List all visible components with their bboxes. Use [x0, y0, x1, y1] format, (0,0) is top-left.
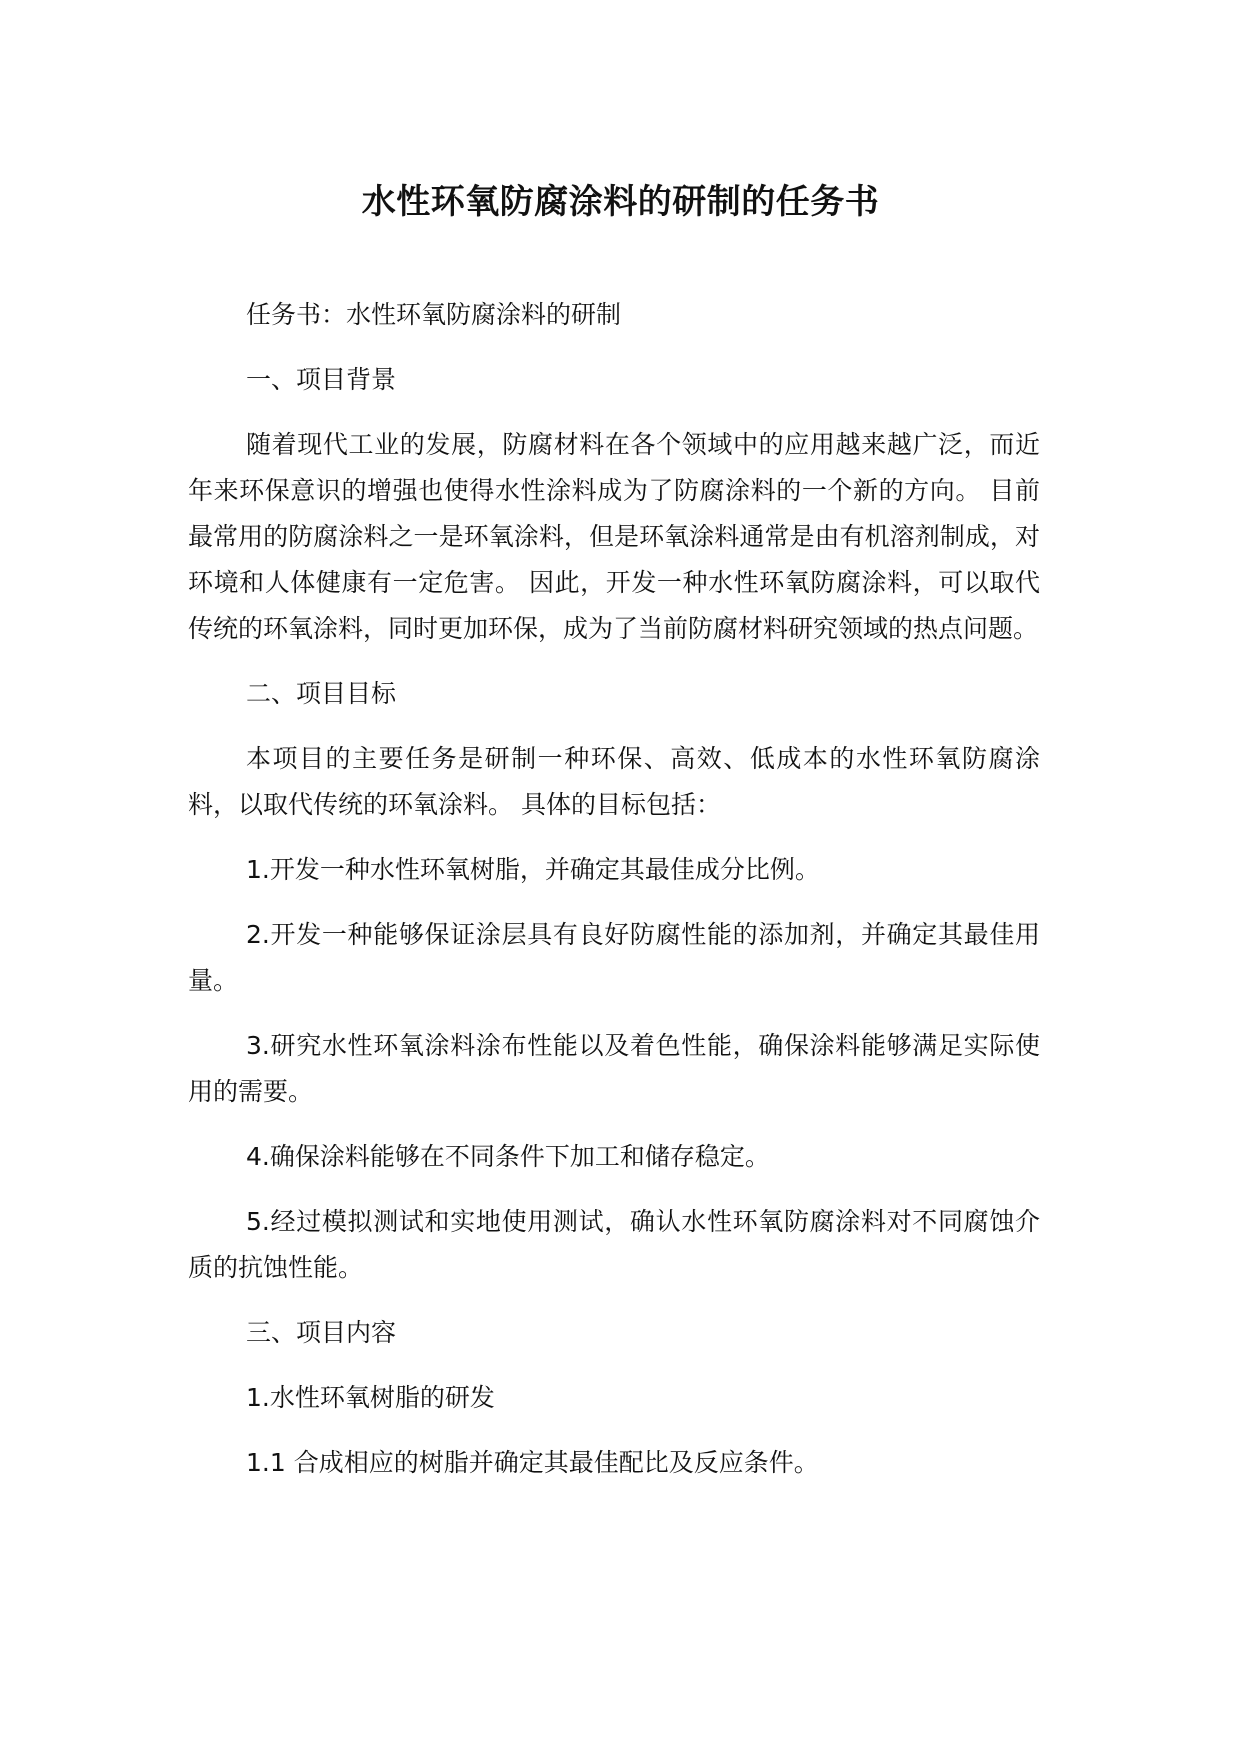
content-item-1: 1.水性环氧树脂的研发: [246, 1383, 495, 1412]
background-paragraph: 随着现代工业的发展，防腐材料在各个领域中的应用越来越广泛，而近年来环保意识的增强也使得水性涂料成为了防腐涂料的一个新的方向。 目前最常用的防腐涂料之一是环氧涂料，但是环氧涂料通常是由有机溶剂制成，对环境和人体健康有一定危害。 因此，开发一种水性环氧防腐涂料，可以取代传统的环氧涂料，同时更加环保，成为了当前防腐材料研究领域的热点问题。: [188, 430, 1040, 643]
goal-item-3: 3.研究水性环氧涂料涂布性能以及着色性能，确保涂料能够满足实际使用的需要。: [188, 1031, 1040, 1106]
section-heading-background: 一、项目背景: [246, 365, 397, 394]
section-heading-goals: 二、项目目标: [246, 679, 397, 708]
document-body: [188, 292, 1040, 1505]
goal-item-4: 4.确保涂料能够在不同条件下加工和储存稳定。: [246, 1142, 770, 1171]
section-heading-content: 三、项目内容: [246, 1318, 397, 1347]
goal-item-5: 5.经过模拟测试和实地使用测试，确认水性环氧防腐涂料对不同腐蚀介质的抗蚀性能。: [188, 1207, 1040, 1282]
document-title: 水性环氧防腐涂料的研制的任务书: [361, 182, 880, 222]
goals-intro-paragraph: 本项目的主要任务是研制一种环保、高效、低成本的水性环氧防腐涂料，以取代传统的环氧涂料。 具体的目标包括：: [188, 744, 1040, 819]
content-item-1-1: 1.1 合成相应的树脂并确定其最佳配比及反应条件。: [246, 1448, 819, 1477]
goal-item-1: 1.开发一种水性环氧树脂，并确定其最佳成分比例。: [246, 855, 820, 884]
goal-item-2: 2.开发一种能够保证涂层具有良好防腐性能的添加剂，并确定其最佳用量。: [188, 920, 1040, 995]
task-book-line: 任务书：水性环氧防腐涂料的研制: [246, 300, 622, 329]
